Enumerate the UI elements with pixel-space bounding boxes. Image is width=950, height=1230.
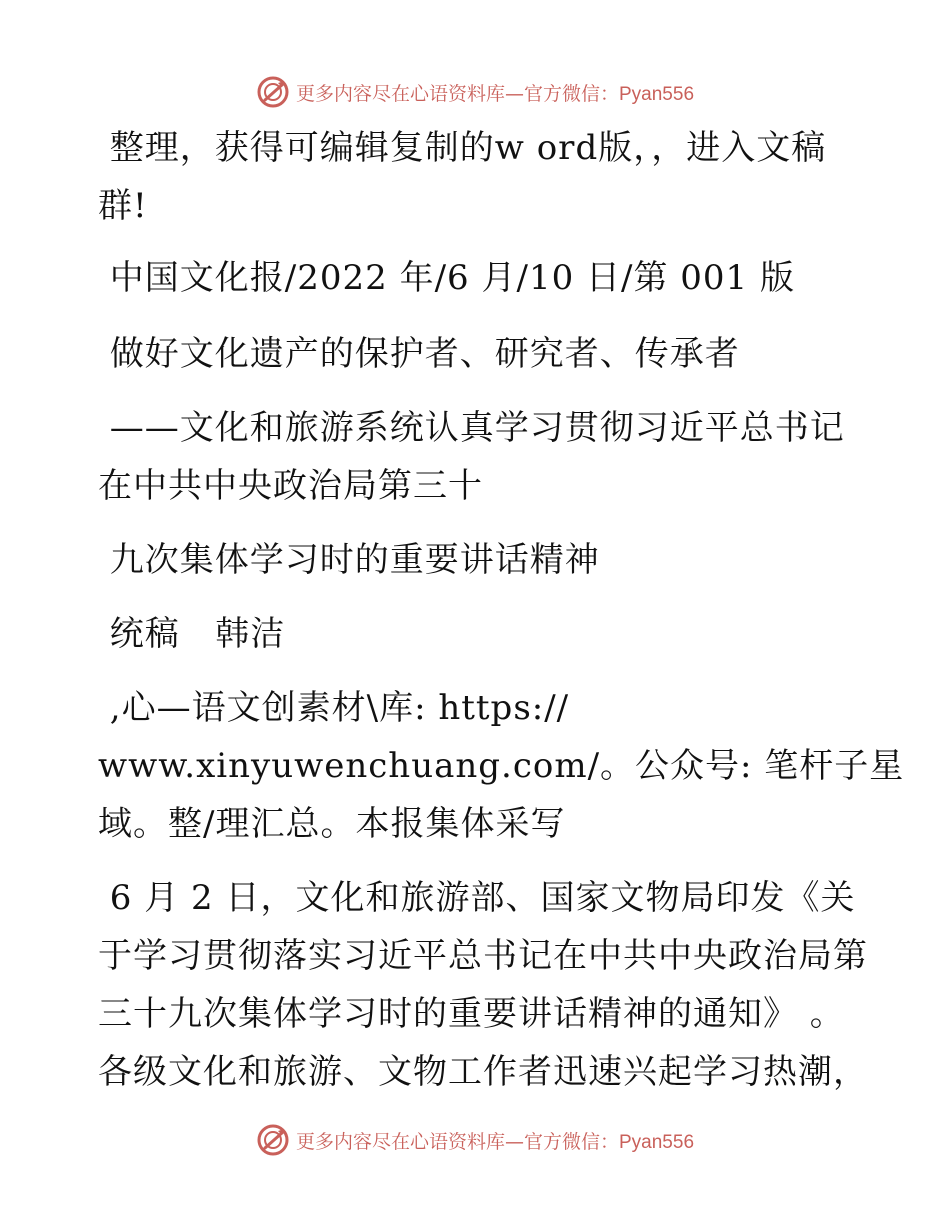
article-title: 做好文化遗产的保护者、研究者、传承者 — [98, 334, 740, 374]
text-line: 域。整/理汇总。本报集体采写 — [98, 804, 566, 844]
footer-watermark-banner — [0, 1118, 950, 1162]
document-source-line: 中国文化报/2022 年/6 月/10 日/第 001 版 — [98, 258, 795, 298]
paragraph-line: 三十九次集体学习时的重要讲话精神的通知》 。 — [98, 994, 845, 1034]
text-line: 群! — [98, 186, 148, 226]
paragraph-line: 于学习贯彻落实习近平总书记在中共中央政治局第 — [98, 936, 868, 976]
banner-text: 更多内容尽在心语资料库—官方微信：Pyan556 — [295, 82, 695, 105]
red-seal-logo-icon — [256, 1123, 290, 1157]
header-watermark-banner — [0, 70, 950, 114]
author-line: 统稿 韩洁 — [98, 614, 286, 654]
banner-text: 更多内容尽在心语资料库—官方微信：Pyan556 — [295, 1130, 695, 1153]
text-line: www.xinyuwenchuang.com/。公众号: 笔杆子星 — [98, 746, 905, 786]
text-line: 整理，获得可编辑复制的w ord版，，进入文稿 — [98, 128, 827, 168]
article-subtitle: ——文化和旅游系统认真学习贯彻习近平总书记 — [98, 408, 845, 448]
paragraph-line: 各级文化和旅游、文物工作者迅速兴起学习热潮， — [98, 1052, 868, 1092]
article-subtitle: 九次集体学习时的重要讲话精神 — [98, 540, 600, 580]
text-line: ,心—语文创素材\库: https:// — [98, 688, 570, 728]
red-seal-logo-icon — [256, 75, 290, 109]
paragraph-line: 6 月 2 日，文化和旅游部、国家文物局印发《关 — [98, 878, 856, 918]
article-subtitle: 在中共中央政治局第三十 — [98, 466, 483, 506]
